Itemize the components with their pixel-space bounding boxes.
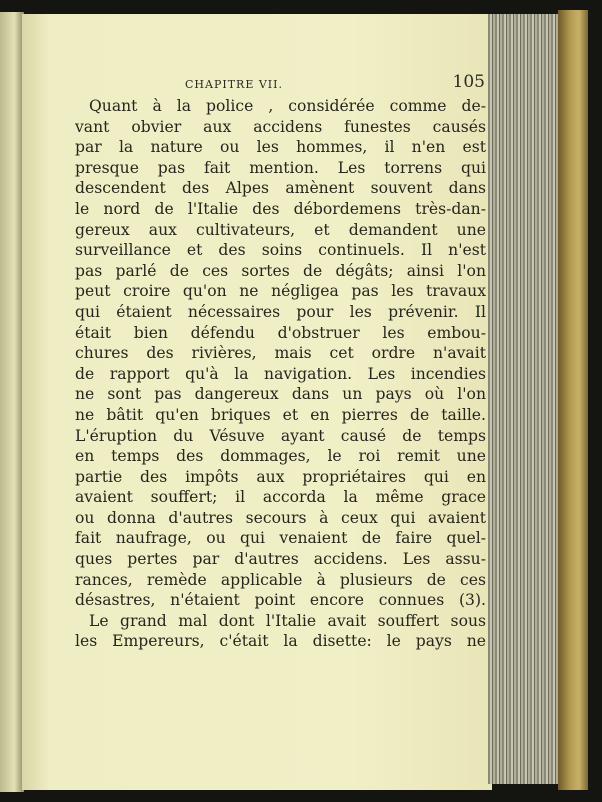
text-line: pas parlé de ces sortes de dégâts; ainsi l'on bbox=[75, 261, 486, 280]
text-line: L'éruption du Vésuve ayant causé de temps bbox=[75, 426, 486, 445]
text-line: vant obvier aux accidens funestes causés bbox=[75, 117, 486, 136]
text-line: le nord de l'Italie des débordemens très-dan- bbox=[75, 199, 486, 218]
text-line: avaient souffert; il accorda la même grace bbox=[75, 488, 486, 507]
text-line: gereux aux cultivateurs, et demandent une bbox=[75, 220, 486, 239]
text-line: descendent des Alpes amènent souvent dans bbox=[75, 179, 486, 198]
text-line: partie des impôts aux propriétaires qui en bbox=[75, 467, 486, 486]
text-line: qui étaient nécessaires pour les prévenir. Il bbox=[75, 302, 486, 321]
text-line: ne bâtit qu'en briques et en pierres de taille. bbox=[75, 405, 486, 424]
text-line: peut croire qu'on ne négligea pas les travaux bbox=[75, 282, 486, 301]
text-line: Quant à la police , considérée comme de- bbox=[89, 97, 486, 115]
text-line: désastres, n'étaient point encore connues (3). bbox=[75, 591, 486, 610]
text-line: fait naufrage, ou qui venaient de faire quel- bbox=[75, 529, 486, 548]
text-line: par la nature ou les hommes, il n'en est bbox=[75, 138, 486, 157]
text-line: ne sont pas dangereux dans un pays où l'on bbox=[75, 385, 486, 404]
text-line: ques pertes par d'autres accidens. Les assu- bbox=[75, 550, 486, 569]
running-title: CHAPITRE VII. bbox=[185, 78, 283, 91]
text-line: était bien défendu d'obstruer les embou- bbox=[75, 323, 486, 342]
text-line: presque pas fait mention. Les torrens qui bbox=[75, 158, 486, 177]
book-cover bbox=[558, 10, 588, 790]
page-edges bbox=[488, 14, 560, 784]
facing-page-edge bbox=[0, 12, 24, 792]
text-line: les Empereurs, c'était la disette: le pays ne bbox=[75, 632, 486, 651]
page-header bbox=[75, 72, 485, 96]
page-number: 105 bbox=[452, 72, 485, 92]
text-line: surveillance et des soins continuels. Il n'est bbox=[75, 241, 486, 260]
text-line: de rapport qu'à la navigation. Les incendies bbox=[75, 364, 486, 383]
text-line: ou donna d'autres secours à ceux qui avaient bbox=[75, 508, 486, 527]
text-line: rances, remède applicable à plusieurs de ces bbox=[75, 570, 486, 589]
text-line: Le grand mal dont l'Italie avait souffert sous bbox=[89, 611, 486, 630]
text-line: en temps des dommages, le roi remit une bbox=[75, 447, 486, 466]
text-line: chures des rivières, mais cet ordre n'avait bbox=[75, 344, 486, 363]
body-text bbox=[75, 96, 486, 652]
